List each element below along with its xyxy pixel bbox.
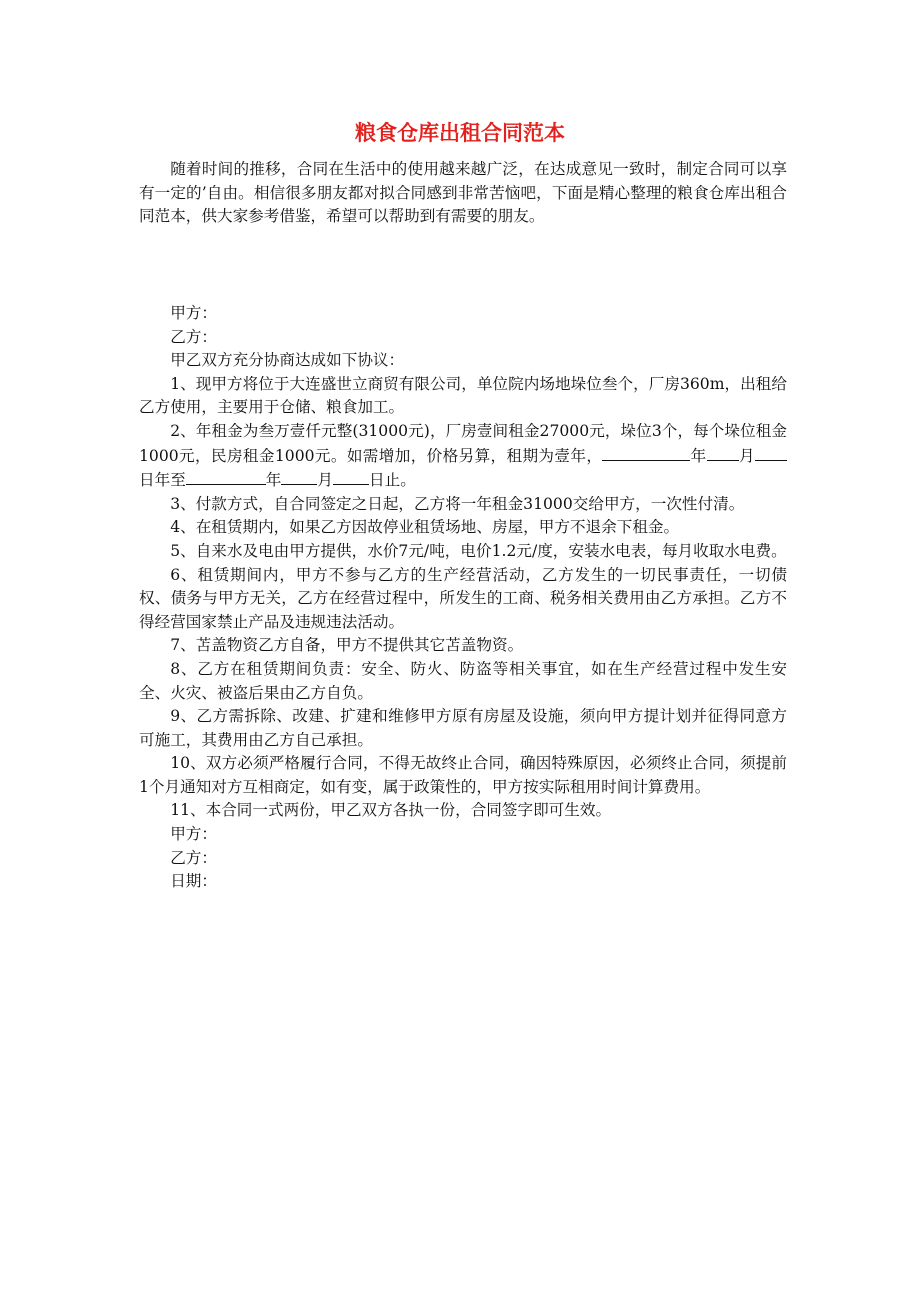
blank-end-year[interactable] [186,468,266,485]
intro-paragraph: 随着时间的推移，合同在生活中的使用越来越广泛，在达成意见一致时，制定合同可以享有一定的’自由。相信很多朋友都对拟合同感到非常苦恼吧，下面是精心整理的粮食仓库出租合同范本，供大家参考借鉴，希望可以帮助到有需要的朋友。 [139,160,787,226]
clause-5: 5、自来水及电由甲方提供，水价7元/吨，电价1.2元/度，安装水电表，每月收取水电费。 [170,541,787,560]
clause-2-year-1: 年 [690,446,707,465]
clause-7: 7、苫盖物资乙方自备，甲方不提供其它苫盖物资。 [170,636,524,655]
intro-section [139,158,787,229]
clause-8: 8、乙方在租赁期间负责：安全、防火、防盗等相关事宜，如在生产经营过程中发生安全、火灾、被盗后果由乙方自负。 [139,659,787,702]
clause-2-text: 2、年租金为叁万壹仟元整(31000元)，厂房壹间租金27000元，垛位3个，每个垛位租金1000元，民房租金1000元。如需增加，价格另算，租期为壹年， [139,421,787,465]
party-a-label: 甲方： [170,304,217,322]
contract-body [139,302,787,894]
clause-2-month-1: 月 [738,446,755,465]
clause-3: 3、付款方式，自合同签定之日起，乙方将一年租金31000交给甲方，一次性付清。 [170,494,745,513]
blank-start-month[interactable] [707,444,739,461]
signature-date: 日期： [170,872,217,891]
agreement-intro: 甲乙双方充分协商达成如下协议： [170,351,405,370]
blank-start-day[interactable] [755,444,787,461]
document-title: 粮食仓库出租合同范本 [355,120,565,145]
blank-end-day[interactable] [333,468,369,485]
clause-2-day-to: 日年至 [139,471,186,490]
clause-2-month-2: 月 [317,471,334,490]
signature-party-a: 甲方： [170,825,217,844]
clause-1: 1、现甲方将位于大连盛世立商贸有限公司，单位院内场地垛位叁个，厂房360m，出租给乙方使用，主要用于仓储、粮食加工。 [139,374,787,417]
clause-9: 9、乙方需拆除、改建、扩建和维修甲方原有房屋及设施，须向甲方提计划并征得同意方可施工，其费用由乙方自己承担。 [139,707,787,749]
clause-2-year-2: 年 [265,471,282,490]
clause-4: 4、在租赁期内，如果乙方因故停业租赁场地、房屋，甲方不退余下租金。 [170,518,680,537]
clause-2 [139,420,787,493]
clause-11: 11、本合同一式两份，甲乙双方各执一份，合同签字即可生效。 [170,801,612,820]
clause-2-day-end: 日止。 [369,471,416,490]
signature-party-b: 乙方： [170,848,217,867]
clause-6: 6、租赁期间内，甲方不参与乙方的生产经营活动，乙方发生的一切民事责任，一切债权、债务与甲方无关，乙方在经营过程中，所发生的工商、税务相关费用由乙方承担。乙方不得经营国家禁止产品及违规违法活动。 [139,565,787,631]
party-b-label: 乙方： [170,327,217,346]
blank-end-month[interactable] [281,468,317,485]
blank-start-year[interactable] [602,444,690,461]
clause-10: 10、双方必须严格履行合同，不得无故终止合同，确因特殊原因，必须终止合同，须提前1个月通知对方互相商定，如有变，属于政策性的，甲方按实际租用时间计算费用。 [139,754,787,796]
